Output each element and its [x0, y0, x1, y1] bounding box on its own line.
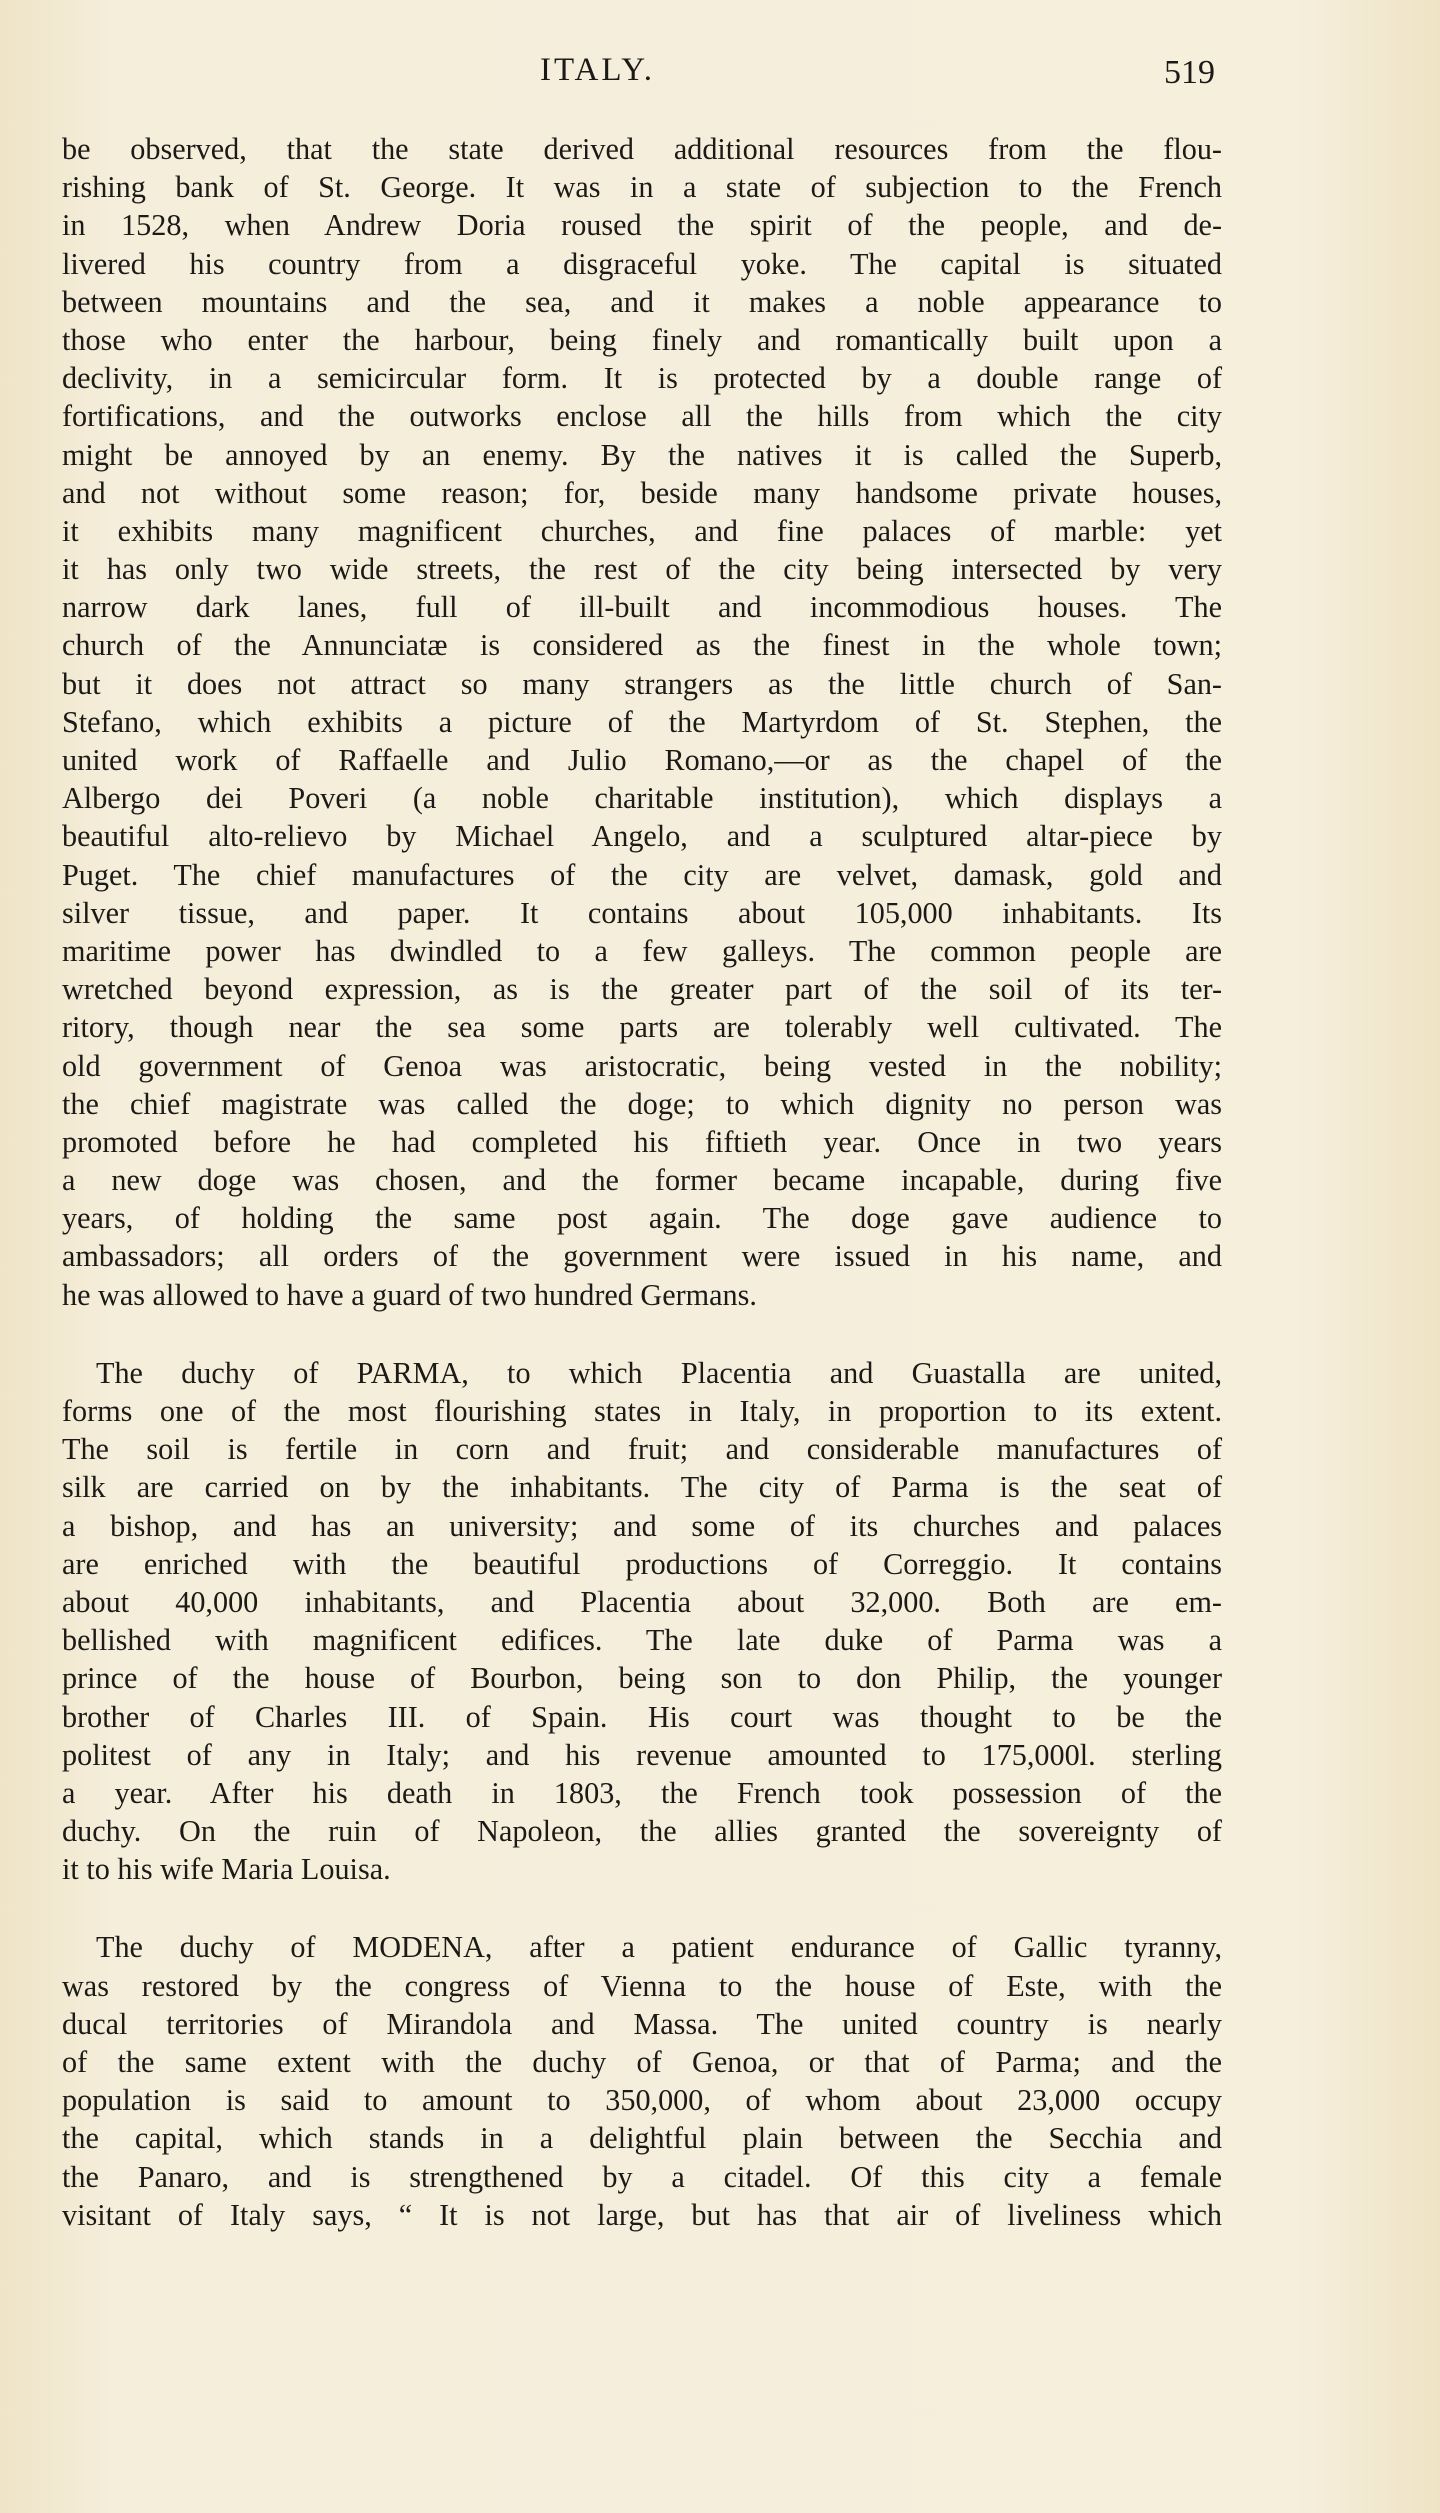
text-line: might be annoyed by an enemy. By the natives it is called the Superb,: [62, 437, 1222, 472]
text-line: Stefano, which exhibits a picture of the Martyrdom of St. Stephen, the: [62, 704, 1222, 739]
text-line: The duchy of PARMA, to which Placentia and Guastalla are united,: [96, 1355, 1222, 1390]
paragraph: [62, 130, 1222, 1314]
text-line: Albergo dei Poveri (a noble charitable institution), which displays a: [62, 781, 1222, 816]
body-text: [62, 130, 1222, 2234]
text-line: old government of Genoa was aristocratic, being vested in the nobility;: [62, 1048, 1222, 1083]
text-line: church of the Annunciatæ is considered as the finest in the whole town;: [62, 628, 1222, 663]
paragraph-gap: [62, 1314, 1222, 1354]
text-line: ritory, though near the sea some parts are tolerably well cultivated. The: [62, 1010, 1222, 1045]
text-line: ducal territories of Mirandola and Massa. The united country is nearly: [62, 2006, 1222, 2041]
text-line: silk are carried on by the inhabitants. The city of Parma is the seat of: [62, 1470, 1222, 1505]
text-line: he was allowed to have a guard of two hundred Germans.: [62, 1277, 757, 1312]
text-line: beautiful alto-relievo by Michael Angelo, and a sculptured altar-piece by: [62, 819, 1222, 854]
text-line: declivity, in a semicircular form. It is protected by a double range of: [62, 361, 1222, 396]
text-line: between mountains and the sea, and it makes a noble appearance to: [62, 284, 1222, 319]
text-line: ambassadors; all orders of the government were issued in his name, and: [62, 1239, 1222, 1274]
text-line: narrow dark lanes, full of ill-built and incommodious houses. The: [62, 590, 1222, 625]
paragraph: [62, 1354, 1222, 1889]
text-line: are enriched with the beautiful productions of Correggio. It contains: [62, 1546, 1222, 1581]
text-line: a new doge was chosen, and the former became incapable, during five: [62, 1163, 1222, 1198]
text-line: it exhibits many magnificent churches, and fine palaces of marble: yet: [62, 513, 1222, 548]
running-head: [0, 52, 1440, 112]
page-number: 519: [1164, 54, 1215, 91]
text-line: fortifications, and the outworks enclose all the hills from which the city: [62, 399, 1222, 434]
text-line: of the same extent with the duchy of Genoa, or that of Parma; and the: [62, 2045, 1222, 2079]
text-line: a bishop, and has an university; and some of its churches and palaces: [62, 1508, 1222, 1543]
text-line: was restored by the congress of Vienna to the house of Este, with the: [62, 1968, 1222, 2003]
text-line: Puget. The chief manufactures of the city are velvet, damask, gold and: [62, 857, 1222, 892]
text-line: the capital, which stands in a delightful plain between the Secchia and: [62, 2121, 1222, 2156]
text-line: duchy. On the ruin of Napoleon, the allies granted the sovereignty of: [62, 1814, 1222, 1849]
text-line: The duchy of MODENA, after a patient endurance of Gallic tyranny,: [96, 1930, 1222, 1965]
text-line: those who enter the harbour, being finely and romantically built upon a: [62, 322, 1222, 357]
text-line: rishing bank of St. George. It was in a state of subjection to the French: [62, 170, 1222, 205]
text-line: the chief magistrate was called the doge; to which dignity no person was: [62, 1086, 1222, 1121]
text-line: politest of any in Italy; and his revenue amounted to 175,000l. sterling: [62, 1737, 1222, 1772]
running-title: ITALY.: [540, 52, 656, 88]
text-line: a year. After his death in 1803, the French took possession of the: [62, 1775, 1222, 1810]
text-line: years, of holding the same post again. The doge gave audience to: [62, 1201, 1222, 1236]
text-line: prince of the house of Bourbon, being son to don Philip, the younger: [62, 1661, 1222, 1696]
text-line: but it does not attract so many strangers as the little church of San-: [62, 666, 1222, 701]
text-line: in 1528, when Andrew Doria roused the spirit of the people, and de-: [62, 208, 1222, 243]
text-line: silver tissue, and paper. It contains about 105,000 inhabitants. Its: [62, 895, 1222, 930]
text-line: the Panaro, and is strengthened by a citadel. Of this city a female: [62, 2159, 1222, 2194]
text-line: The soil is fertile in corn and fruit; and considerable manufactures of: [62, 1432, 1222, 1467]
paragraph-gap: [62, 1888, 1222, 1928]
text-line: it to his wife Maria Louisa.: [62, 1852, 391, 1887]
text-line: maritime power has dwindled to a few galleys. The common people are: [62, 933, 1222, 968]
text-line: wretched beyond expression, as is the greater part of the soil of its ter-: [62, 972, 1222, 1007]
text-line: it has only two wide streets, the rest of the city being intersected by very: [62, 552, 1222, 587]
text-line: livered his country from a disgraceful yoke. The capital is situated: [62, 246, 1222, 281]
text-line: population is said to amount to 350,000, of whom about 23,000 occupy: [62, 2083, 1222, 2118]
text-line: about 40,000 inhabitants, and Placentia about 32,000. Both are em-: [62, 1584, 1222, 1619]
text-line: be observed, that the state derived additional resources from the flou-: [62, 132, 1222, 166]
text-line: promoted before he had completed his fiftieth year. Once in two years: [62, 1124, 1222, 1159]
text-line: and not without some reason; for, beside many handsome private houses,: [62, 475, 1222, 510]
paragraph: [62, 1928, 1222, 2234]
text-line: brother of Charles III. of Spain. His court was thought to be the: [62, 1699, 1222, 1734]
text-line: visitant of Italy says, “ It is not large, but has that air of liveliness which: [62, 2197, 1222, 2232]
text-line: forms one of the most flourishing states in Italy, in proportion to its extent.: [62, 1394, 1222, 1428]
text-line: united work of Raffaelle and Julio Romano,—or as the chapel of the: [62, 743, 1222, 777]
text-line: bellished with magnificent edifices. The late duke of Parma was a: [62, 1623, 1222, 1658]
